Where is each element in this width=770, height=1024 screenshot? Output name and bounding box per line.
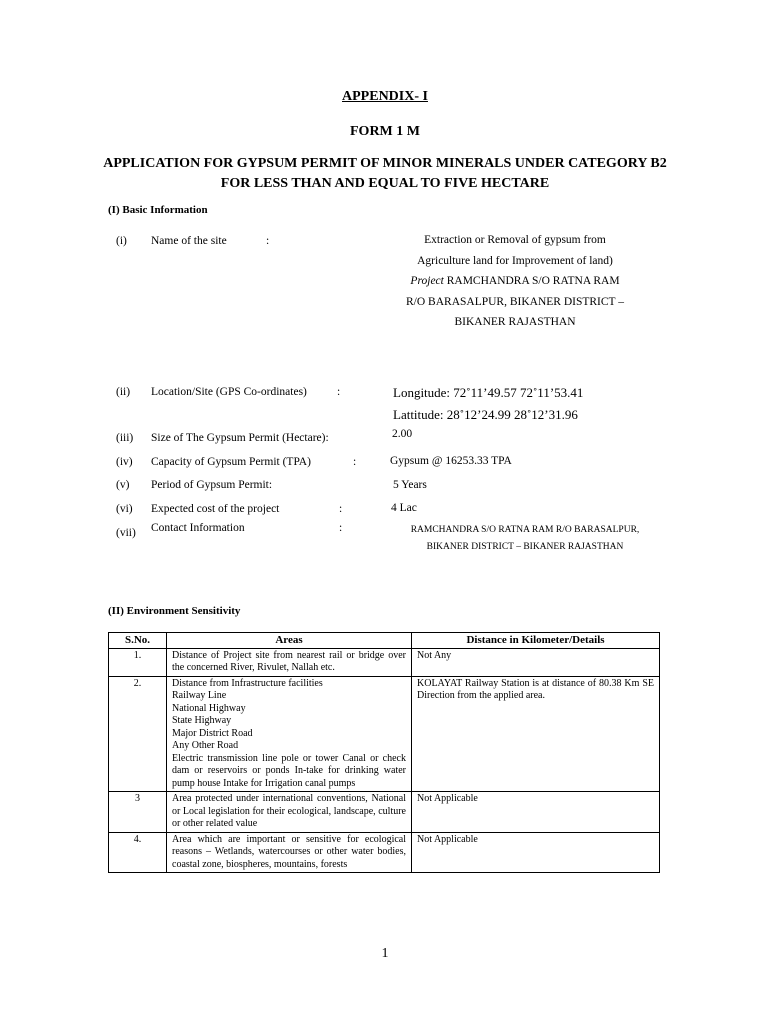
area-line: Electric transmission line pole or tower Canal or check dam or reservoirs or ponds In-take for drinking water pump house Intake for Irrigation canal pumps — [172, 752, 406, 789]
row-area: Distance of Project site from nearest rail or bridge over the concerned River, Rivulet, Nallah etc. — [167, 648, 412, 676]
row-detail: Not Applicable — [412, 792, 660, 833]
row-detail: KOLAYAT Railway Station is at distance of 80.38 Km SE Direction from the applied area. — [412, 676, 660, 792]
capacity-value: Gypsum @ 16253.33 TPA — [390, 455, 512, 467]
item-number: (v) — [116, 479, 130, 491]
page-number: 1 — [381, 946, 389, 961]
colon: : — [337, 386, 341, 398]
item-number: (iii) — [116, 432, 134, 444]
appendix-heading: APPENDIX- I — [342, 89, 428, 104]
application-title: APPLICATION FOR GYPSUM PERMIT OF MINOR MINERALS UNDER CATEGORY B2 FOR LESS THAN AND EQUAL TO FIVE HECTARE — [103, 156, 667, 191]
project-owner: RAMCHANDRA S/O RATNA RAM — [443, 275, 620, 287]
site-name-label: Name of the site — [151, 235, 227, 247]
column-header-areas: Areas — [167, 633, 412, 649]
row-sno: 4. — [109, 832, 167, 873]
cost-label: Expected cost of the project — [151, 503, 280, 515]
area-line: Any Other Road — [172, 740, 239, 751]
contact-label: Contact Information — [151, 522, 245, 534]
column-header-distance: Distance in Kilometer/Details — [412, 633, 660, 649]
colon: : — [339, 522, 343, 534]
latitude-value: Lattitude: 28˚12’24.99 28˚12’31.96 — [393, 407, 578, 422]
colon: : — [353, 456, 357, 468]
contact-line: BIKANER DISTRICT – BIKANER RAJASTHAN — [426, 542, 624, 552]
row-area: Area which are important or sensitive for ecological reasons – Wetlands, watercourses or other water bodies, coastal zone, biospheres, mountains, forests — [167, 832, 412, 873]
site-name-line — [380, 271, 650, 292]
site-name-line: Extraction or Removal of gypsum from — [424, 234, 606, 246]
basic-info-section-title: (I) Basic Information — [108, 204, 208, 216]
row-sno: 2. — [109, 676, 167, 792]
row-detail: Not Applicable — [412, 832, 660, 873]
row-detail: Not Any — [412, 648, 660, 676]
item-number: (vii) — [116, 527, 136, 539]
contact-value — [380, 522, 670, 556]
capacity-label: Capacity of Gypsum Permit (TPA) — [151, 456, 311, 468]
item-number: (i) — [116, 235, 127, 247]
item-number: (vi) — [116, 503, 133, 515]
contact-line: RAMCHANDRA S/O RATNA RAM R/O BARASALPUR, — [410, 525, 640, 535]
environment-section-title: (II) Environment Sensitivity — [108, 605, 241, 617]
gps-label: Location/Site (GPS Co-ordinates) — [151, 386, 307, 398]
period-label: Period of Gypsum Permit: — [151, 479, 273, 491]
site-name-line: Agriculture land for Improvement of land) — [417, 254, 613, 267]
colon: : — [266, 235, 270, 247]
item-number: (ii) — [116, 386, 131, 398]
cost-value: 4 Lac — [391, 502, 417, 514]
site-name-value — [380, 230, 650, 333]
permit-size-label: Size of The Gypsum Permit (Hectare): — [151, 432, 329, 444]
area-line: National Highway — [172, 702, 246, 714]
site-name-line: BIKANER RAJASTHAN — [454, 316, 576, 328]
period-value: 5 Years — [393, 479, 427, 491]
table-row — [109, 676, 660, 792]
area-line: Distance from Infrastructure facilities — [172, 677, 323, 689]
row-sno: 3 — [109, 792, 167, 833]
form-heading: FORM 1 M — [350, 124, 420, 139]
table-row — [109, 648, 660, 676]
site-name-line: R/O BARASALPUR, BIKANER DISTRICT – — [406, 295, 624, 308]
permit-size-value: 2.00 — [392, 428, 413, 440]
area-line: Railway Line — [172, 690, 227, 701]
column-header-sno: S.No. — [109, 633, 167, 649]
colon: : — [339, 503, 343, 515]
row-sno: 1. — [109, 648, 167, 676]
environment-sensitivity-table — [108, 632, 660, 873]
table-row — [109, 832, 660, 873]
area-line: Major District Road — [172, 727, 253, 739]
longitude-value: Longitude: 72˚11’49.57 72˚11’53.41 — [393, 385, 584, 400]
table-header-row — [109, 633, 660, 649]
item-number: (iv) — [116, 456, 133, 468]
table-row — [109, 792, 660, 833]
row-area: Area protected under international conventions, National or Local legislation for their ecological, landscape, culture or other related value — [167, 792, 412, 833]
row-area — [167, 676, 412, 792]
area-line: State Highway — [172, 715, 232, 726]
project-italic: Project — [410, 275, 444, 287]
